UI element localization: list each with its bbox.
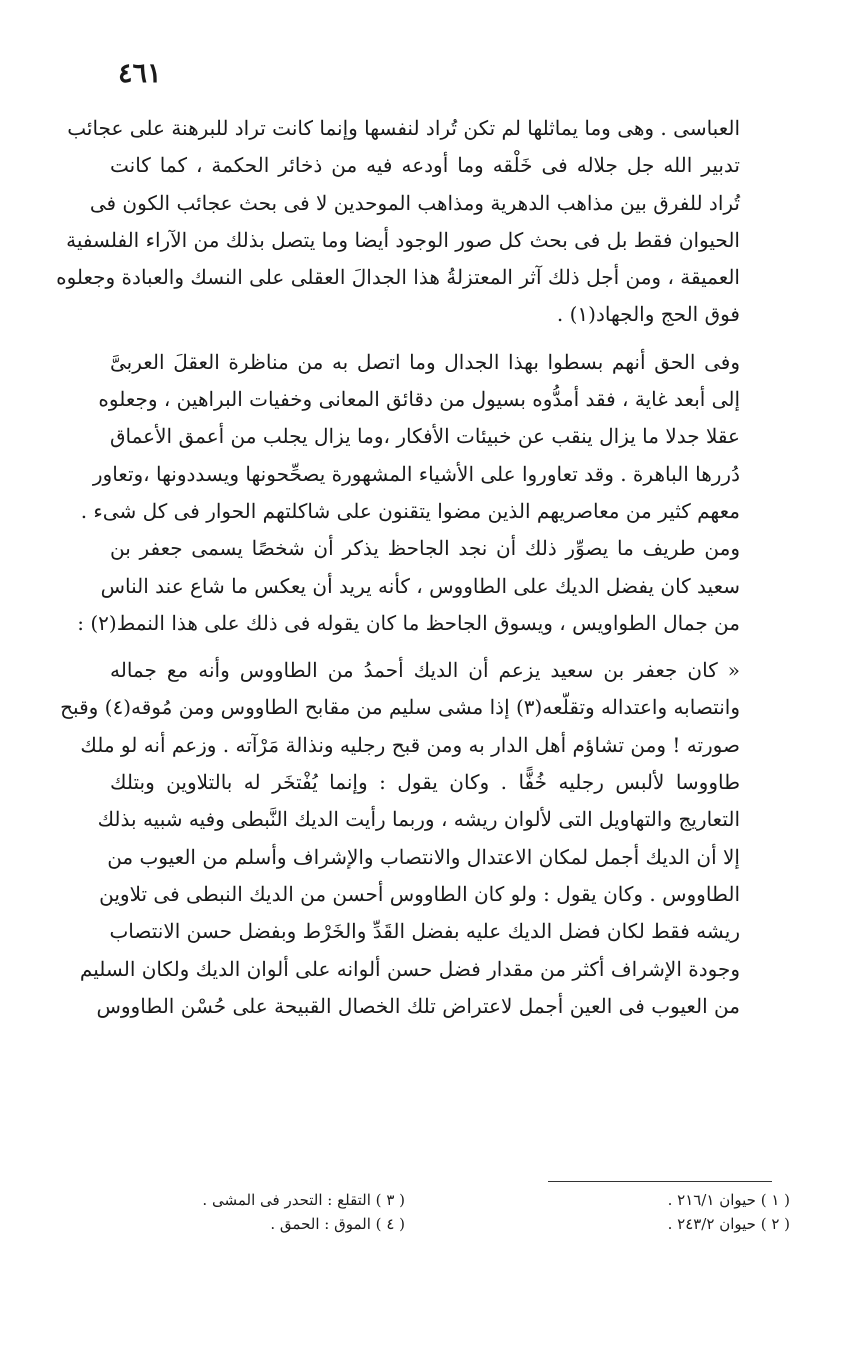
text-line: ريشه فقط لكان فضل الديك عليه بفضل القَدِّ والخَرْط وبفضل حسن الانتصاب — [109, 919, 740, 944]
text-line: ومن طريف ما يصوِّر ذلك أن نجد الجاحظ يذكر أن شخصًا يسمى جعفر بن — [110, 536, 740, 561]
text-line: سعيد كان يفضل الديك على الطاووس ، كأنه يريد أن يعكس ما شاع عند الناس — [100, 573, 740, 598]
text-line: الحيوان فقط بل فى بحث كل صور الوجود أيضا وما يتصل بذلك من الآراء الفلسفية — [66, 227, 740, 252]
text-line: العباسى . وهى وما يماثلها لم تكن تُراد لنفسها وإنما كانت تراد للبرهنة على عجائب — [67, 116, 740, 140]
footnote-2: ( ٢ ) حيوان ٢٤٣/٢ . — [667, 1215, 790, 1233]
footnote-column-right — [570, 1188, 790, 1236]
text-line: من جمال الطواويس ، ويسوق الجاحظ ما كان يقوله فى ذلك على هذا النمط(٢) : — [77, 610, 740, 635]
text-line: من العيوب فى العين أجمل لاعتراض تلك الخصال القبيحة على حُسْن الطاووس — [96, 993, 740, 1018]
paragraph — [77, 344, 740, 642]
footnote-divider — [548, 1181, 772, 1182]
text-line: طاووسا لألبس رجليه خُفًّا . وكان يقول : وإنما يُفْتخَر له بالتلاوين وبتلك — [110, 770, 740, 795]
text-line: التعاريج والتهاويل التى لألوان ريشه ، وربما رأيت الديك النَّبطى وفيه شبيه بذلك — [97, 807, 740, 832]
quotation-paragraph — [60, 652, 740, 1025]
text-line: الطاووس . وكان يقول : ولو كان الطاووس أحسن من الديك النبطى فى تلاوين — [99, 881, 740, 906]
text-line: عقلا جدلا ما يزال ينقب عن خبيئات الأفكار ،وما يزال يجلب من أعمق الأعماق — [110, 424, 740, 449]
text-line: وجودة الإشراف أكثر من مقدار فضل حسن ألوانه على ألوان الديك ولكان السليم — [79, 956, 740, 981]
text-line: وانتصابه واعتداله وتقلّعه(٣) إذا مشى سليم من مقابح الطاووس ومن مُوقه(٤) وقبح — [60, 695, 740, 720]
text-line: فوق الحج والجهاد(١) . — [556, 302, 740, 327]
footnote-3: ( ٣ ) التقلع : التحدر فى المشى . — [202, 1191, 405, 1209]
text-line: العميقة ، ومن أجل ذلك آثر المعتزلةُ هذا الجدالَ العقلى على النسك والعبادة وجعلوه — [56, 265, 740, 290]
paragraph — [56, 110, 740, 334]
text-line: « كان جعفر بن سعيد يزعم أن الديك أحمدُ من الطاووس وأنه مع جماله — [110, 658, 740, 683]
text-line: معهم كثير من معاصريهم الذين مضوا يتقنون على شاكلتهم الحوار فى كل شىء . — [80, 498, 740, 523]
body-text — [56, 110, 740, 1025]
footnote-1: ( ١ ) حيوان ٢١٦/١ . — [667, 1191, 790, 1209]
footnote-column-left — [175, 1188, 405, 1236]
text-line: إلى أبعد غاية ، فقد أمدُّوه بسيول من دقائق المعانى وخفيات البراهين ، وجعلوه — [98, 387, 740, 412]
text-line: تدبير الله جل جلاله فى خَلْقه وما أودعه فيه من ذخائر الحكمة ، كما كانت — [110, 153, 740, 178]
text-line: وفى الحق أنهم بسطوا بهذا الجدال وما اتصل به من مناظرة العقلَ العربىَّ — [110, 349, 740, 374]
page-number: ٤٦١ — [118, 58, 162, 89]
text-line: تُراد للفرق بين مذاهب الدهرية ومذاهب الموحدين لا فى بحث عجائب الكون فى — [89, 190, 740, 215]
text-line: دُررها الباهرة . وقد تعاوروا على الأشياء المشهورة يصحِّحونها ويسددونها ،وتعاور — [92, 461, 740, 486]
footnote-4: ( ٤ ) الموق : الحمق . — [270, 1215, 405, 1233]
text-line: إلا أن الديك أجمل لمكان الاعتدال والانتصاب والإشراف وأسلم من العيوب من — [107, 844, 740, 869]
text-line: صورته ! ومن تشاؤم أهل الدار به ومن قبح رجليه ونذالة مَرْآته . وزعم أنه لو ملك — [80, 732, 740, 757]
